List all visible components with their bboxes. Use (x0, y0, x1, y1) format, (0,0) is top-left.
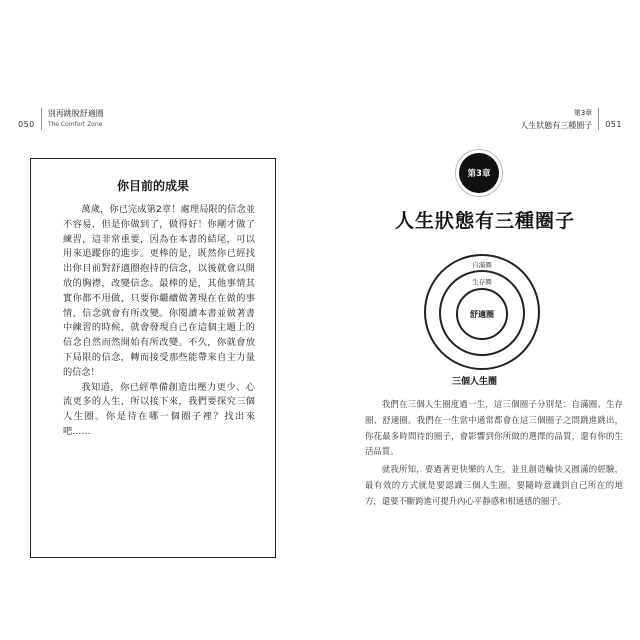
diagram-caption: 三個人生圈 (452, 377, 498, 387)
summary-box (30, 158, 276, 558)
chapter-badge-label: 第3章 (467, 169, 491, 179)
header-chapter-number: 第3章 (573, 109, 593, 117)
left-page-header (18, 108, 104, 130)
book-title: 別再跳脫舒適圈 (47, 109, 104, 118)
book-subtitle: The Comfort Zone (47, 121, 103, 128)
outer-circle-label: 自滿圈 (472, 261, 492, 269)
inner-circle-label: 舒適圈 (470, 310, 494, 319)
header-chapter-title: 人生狀態有三種圈子 (520, 121, 593, 130)
summary-box-title: 你目前的成果 (116, 179, 189, 193)
body-paragraph: 我們在三個人生圈度過一生，這三個圈子分別是：自滿圈、生存圈、舒適圈。我們在一生當中通常都會在這三個圈子之間跳進跳出，你花最多時間待的圈子，會影響到你所做的選擇的品質，還有你的生活品質。 (365, 399, 623, 457)
three-circles-diagram (412, 252, 562, 372)
running-head (48, 108, 104, 128)
running-head-right (520, 108, 592, 131)
chapter-badge (459, 153, 499, 193)
header-divider (41, 108, 42, 130)
summary-box-text (63, 203, 255, 440)
right-page-header (520, 108, 622, 131)
right-page-number: 051 (605, 120, 622, 129)
middle-circle-label: 生存圈 (472, 278, 492, 286)
right-page-body (365, 397, 623, 512)
body-paragraph: 就我所知，要過著更快樂的人生，並且創造輪快又圓滿的經驗，最有效的方式就是要認識三個人生圈，要隨時意識到自己所在的地方，還要不斷跨進可提升內心平靜感和相通感的圈子。 (365, 464, 623, 506)
chapter-title: 人生狀態有三種圈子 (394, 210, 575, 232)
summary-paragraph: 我知道，你已經準備創造出壓力更少、心流更多的人生，所以接下來，我們要探究三個人生圈。你是待在哪一個圈子裡？找出來吧…… (63, 381, 255, 437)
header-divider (598, 108, 599, 130)
summary-paragraph: 萬歲，你已完成第2章！處理局限的信念並不容易，但是你做到了，做得好！你剛才做了練習，這非常重要，因為在本書的結尾，可以用來追蹤你的進步。更棒的是，既然你已經找出你目前對舒適圈抱持的信念，以後就會以開放的胸襟，改變信念。最棒的是，其他事情其實你都不用做，只要你繼續做著現在在做的事情，信念就會有所改變。你閱讀本書並做著書中練習的時候，就會發現自己在這個主題上的信念自然而然開始有所改變。不久，你就會放下局限的信念，轉而接受那些能帶來自主力量的信念！ (63, 204, 255, 378)
left-page-number: 050 (18, 120, 35, 129)
